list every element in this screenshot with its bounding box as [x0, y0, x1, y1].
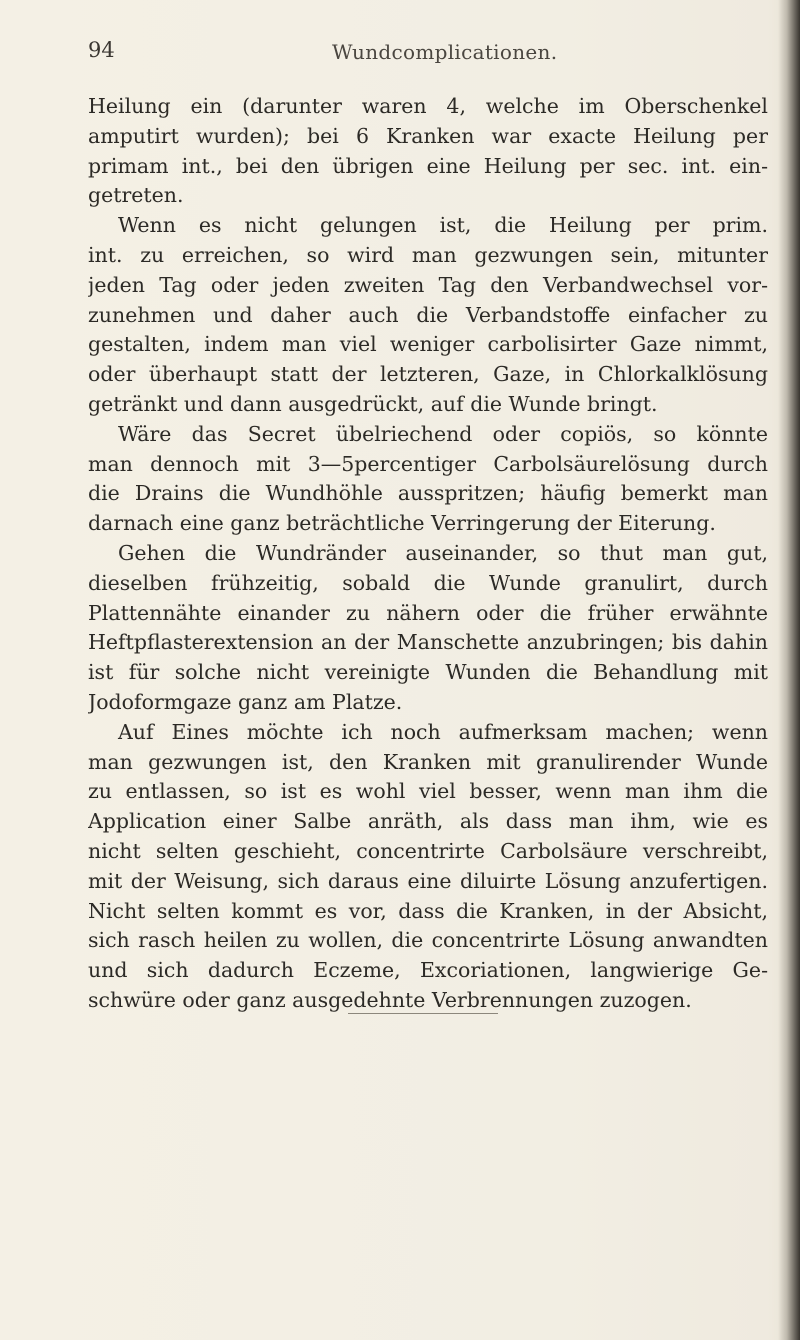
- text-line: amputirt wurden); bei 6 Kranken war exacte Heilung per: [88, 123, 768, 148]
- text-line: Nicht selten kommt es vor, dass die Kranken, in der Absicht,: [88, 898, 768, 923]
- text-line: Heftpflasterextension an der Manschette anzubringen; bis dahin: [88, 630, 768, 655]
- body-text: [88, 92, 768, 1016]
- text-line: und sich dadurch Eczeme, Excoriationen, langwierige Ge-: [88, 958, 768, 983]
- text-line: getränkt und dann ausgedrückt, auf die Wunde bringt.: [88, 391, 658, 416]
- text-line: Jodoformgaze ganz am Platze.: [88, 689, 403, 714]
- text-line: nicht selten geschieht, concentrirte Carbolsäure verschreibt,: [88, 838, 768, 863]
- text-line: man gezwungen ist, den Kranken mit granulirender Wunde: [88, 749, 768, 774]
- text-line: Wäre das Secret übelriechend oder copiös, so könnte: [118, 421, 768, 446]
- text-line: Auf Eines möchte ich noch aufmerksam machen; wenn: [118, 719, 768, 744]
- text-line: gestalten, indem man viel weniger carbolisirter Gaze nimmt,: [88, 332, 768, 357]
- text-line: oder überhaupt statt der letzteren, Gaze, in Chlorkalklösung: [88, 362, 768, 387]
- text-line: getreten.: [88, 183, 184, 208]
- text-line: jeden Tag oder jeden zweiten Tag den Verbandwechsel vor-: [88, 272, 768, 297]
- text-line: ist für solche nicht vereinigte Wunden die Behandlung mit: [88, 660, 768, 685]
- page-number: 94: [88, 38, 115, 62]
- text-line: Application einer Salbe anräth, als dass man ihm, wie es: [88, 809, 768, 834]
- text-line: die Drains die Wundhöhle ausspritzen; häufig bemerkt man: [88, 481, 768, 506]
- text-line: mit der Weisung, sich daraus eine diluirte Lösung anzufertigen.: [88, 868, 768, 893]
- section-divider: [348, 1013, 498, 1014]
- running-head: Wundcomplicationen.: [332, 40, 558, 64]
- text-line: Gehen die Wundränder auseinander, so thut man gut,: [118, 540, 768, 565]
- text-line: sich rasch heilen zu wollen, die concentrirte Lösung anwandten: [88, 928, 768, 953]
- text-line: primam int., bei den übrigen eine Heilung per sec. int. ein-: [88, 153, 768, 178]
- page-edge-shadow: [778, 0, 800, 1340]
- text-line: schwüre oder ganz ausgedehnte Verbrennungen zuzogen.: [88, 987, 692, 1012]
- text-line: Wenn es nicht gelungen ist, die Heilung per prim.: [118, 213, 768, 238]
- text-line: int. zu erreichen, so wird man gezwungen sein, mitunter: [88, 242, 768, 267]
- text-line: zunehmen und daher auch die Verbandstoffe einfacher zu: [88, 302, 768, 327]
- text-line: Heilung ein (darunter waren 4, welche im Oberschenkel: [88, 94, 768, 118]
- text-line: Plattennähte einander zu nähern oder die früher erwähnte: [88, 600, 768, 625]
- text-line: dieselben frühzeitig, sobald die Wunde granulirt, durch: [88, 570, 768, 595]
- text-line: darnach eine ganz beträchtliche Verringerung der Eiterung.: [88, 511, 716, 536]
- text-line: man dennoch mit 3—5percentiger Carbolsäurelösung durch: [88, 451, 768, 476]
- text-line: zu entlassen, so ist es wohl viel besser, wenn man ihm die: [88, 779, 768, 804]
